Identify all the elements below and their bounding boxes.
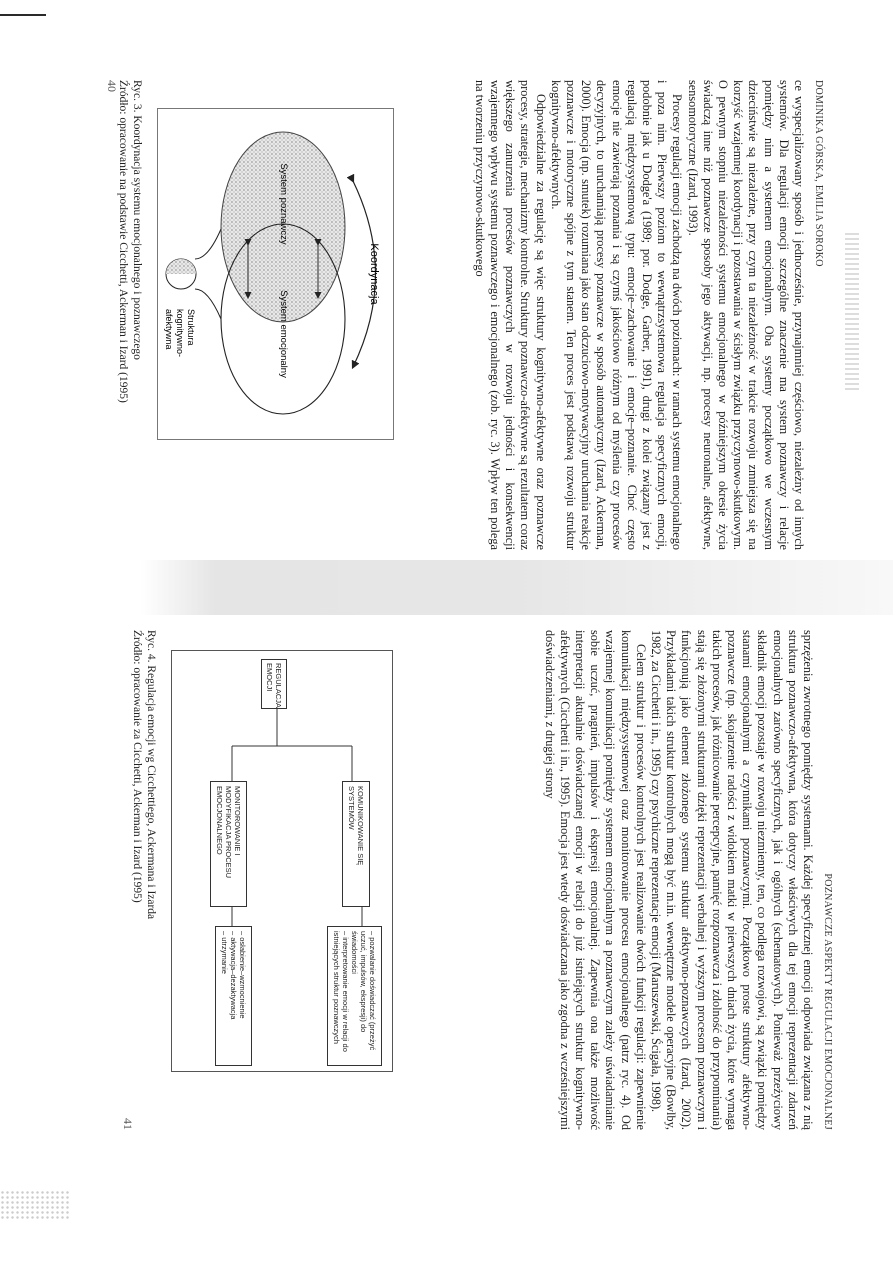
detail-item: – interpretowanie emocji w relacji do istniejących struktur poznawczych xyxy=(332,931,350,1052)
paragraph: Procesy regulacji emocji zachodzą na dwóch poziomach: w ramach systemu emocjonalnego i poza nim. Pierwszy poziom to wewnątrzsystemowa regulacja specyficznych emocji, podobnie jak u Dodge'a (1989; por. Dodge, Garber, 1991), drugi z kolei związany jest z regulacją międzysystemową typu: emocje–zachowanie i emocje–poznanie. Choć często emocje nie zawierają poznania i są czymś jakościowo różnym od myślenia czy procesów decyzyjnych, to uruchamiają procesy poznawcze w sposób automatyczny (Izard, Ackerman, 2000). Emocja (np. smutek) rozumiana jako stan odczuciowo-motywacyjny uruchamia reakcje poznawcze i motoryczne spójne z tym stanem. Ten proces jest podstawą rozwoju struktur kognitywno-afektywnych. xyxy=(548,80,685,550)
figure-3-caption: Ryc. 3. Koordynacja systemu emocjonalnego i poznawczego xyxy=(131,80,143,360)
paragraph: Odpowiedzialne za regulację są więc struktury kognitywno-afektywne oraz poznawcze procesy, strategie, mechanizmy kontrolne. Struktury poznawczo-afektywne są rezultatem coraz większego zanurzenia procesów poznawczych w rozwoju jedności i konsekwencji wzajemnego wpływu systemu poznawczego i emocjonalnego (zob. ryc. 3). Wpływ ten polega na tworzeniu przyczynowo-skutkowego xyxy=(472,80,548,550)
box-monitorowanie-details xyxy=(215,926,252,1066)
figure-3-source: Źródło: opracowanie na podstawie Cicchetti, Ackerman i Izard (1995) xyxy=(117,80,129,403)
figure-4-caption-block xyxy=(130,630,158,919)
detail-item: – aktywacja–dezaktywacja xyxy=(229,931,238,1020)
detail-item: – pozwalanie doświadczać (przeżyć uczuć, impulsów, ekspresji) do świadomości xyxy=(350,931,377,1051)
detail-item: – utrzymanie xyxy=(220,931,229,974)
label-system-emocjonalny: System emocjonalny xyxy=(278,290,289,378)
funnel-left xyxy=(195,229,221,259)
detail-item: – osłabienie–wzmocnienie xyxy=(238,931,247,1019)
label-struktura-2: kognitywno- xyxy=(175,309,185,358)
figure-3-caption-block xyxy=(116,80,144,403)
scan-gutter-shadow xyxy=(140,560,893,615)
scan-edge-line xyxy=(0,14,46,16)
box-monitorowanie: MONITOROWANIE I MODYFIKACJA PROCESU EMOCJONALNEGO xyxy=(210,781,247,907)
page-41-body xyxy=(541,630,815,1130)
scan-noise-bottom xyxy=(0,1190,70,1220)
running-head-text: DOMINIKA GÓRSKA, EMILIA SOROKO xyxy=(813,80,824,267)
figure-4-source: Źródło: opracowanie za Cicchetti, Ackerman i Izard (1995) xyxy=(131,630,143,903)
scan-noise-top xyxy=(845,230,859,390)
page-number: 40 xyxy=(105,80,119,92)
figure-3-diagram xyxy=(158,109,393,439)
label-koordynacja: Koordynacja xyxy=(368,243,380,305)
page-40 xyxy=(104,80,824,550)
figure-4 xyxy=(171,650,393,1072)
paragraph: Celem struktur i procesów kontrolnych jest realizowanie dwóch funkcji regulacji: zapewnienie komunikacji międzysystemowej oraz monitorowanie procesu emocjonalnego (patrz ryc. 4). Od wzajemnej komunikacji pomiędzy systemem emocjonalnym a poznawczym zależy uświadamianie sobie uczuć, pragnień, impulsów i ekspresji emocjonalnej. Zapewnia ona także możliwość interpretacji aktualnie doświadczanej emocji w relacji do już istniejących struktur kognitywno-afektywnych (Cicchetti i in., 1995). Emocja jest wtedy doświadczana jako zgodna z wcześniejszymi doświadczeniami, z drugiej strony xyxy=(542,630,648,1130)
running-head-text: POZNAWCZE ASPEKTY REGULACJI EMOCJONALNEJ xyxy=(822,873,833,1130)
figure-4-caption: Ryc. 4. Regulacja emocji wg Cicchettiego, Ackermana i Izarda xyxy=(145,630,157,920)
paragraph: ce wyspecjalizowany sposób i jednocześnie, przynajmniej częściowo, niezależny od innych systemów. Dla regulacji emocji szczególne znaczenie ma system poznawczy i relacje pomiędzy nim a systemem emocjonalnym. Oba systemy początkowo we wczesnym dzieciństwie są niezależne, przy czym ta niezależność w trakcie rozwoju zmniejsza się na korzyść wzajemnej koordynacji i pozostawania w ścisłym związku przyczynowo-skutkowym. O pewnym stopniu niezależności systemu emocjonalnego w późniejszym okresie życia świadczą inne niż poznawcze sposoby jego aktywacji, np. procesy neuronalne, afektywne, sensomotoryczne (Izard, 1993). xyxy=(685,80,806,550)
page-40-body xyxy=(472,80,806,550)
page-41 xyxy=(118,630,833,1130)
box-komunikowanie: KOMUNIKOWANIE SIĘ SYSTEMÓW xyxy=(342,781,370,907)
structure-circle-fill xyxy=(166,259,196,274)
page-number: 41 xyxy=(121,1118,135,1130)
label-struktura-3: afektywna xyxy=(164,309,174,350)
paragraph: sprzężenia zwrotnego pomiędzy systemami. Każdej specyficznej emocji odpowiada związana z nią struktura poznawczo-afektywna, która dotyczy właściwych dla tej emocji reprezentacji zdarzeń emocjonalnych zarówno specyficznych, jak i ogólnych (schematowych). Ponieważ przeżyciowy składnik emocji pozostaje w rozwoju niezmienny, ten, co podlega rozwojowi, są związki pomiędzy stanami emocjonalnymi a czynnikami poznawczymi. Początkowo proste struktury afektywno-poznawcze (np. skojarzenie radości z widokiem matki w pierwszych dniach życia, które wymaga takich procesów, jak różnicowanie percepcyjne, pamięć rozpoznawcza i zdolność do przypominania) stają się złożonymi strukturami dzięki reprezentacji werbalnej i wyższym procesom poznawczym i funkcjonują jako element złożonego systemu struktur afektywno-poznawczych (Izard, 2002). Przykładami takich struktur kontrolnych mogą być m.in. wewnętrzne modele operacyjne (Bowlby, 1982, za Cicchetti i in., 1995) czy psychiczne reprezentacje emocji (Maruszewski, Ścigała, 1998). xyxy=(648,630,815,1130)
label-system-poznawczy: System poznawczy xyxy=(278,163,289,245)
box-komunikowanie-details xyxy=(327,926,382,1066)
figure-3 xyxy=(157,108,394,440)
label-struktura-1: Struktura xyxy=(186,309,196,346)
box-regulacja-emocji: REGULACJA EMOCJI xyxy=(261,659,287,709)
funnel-right xyxy=(195,289,221,319)
